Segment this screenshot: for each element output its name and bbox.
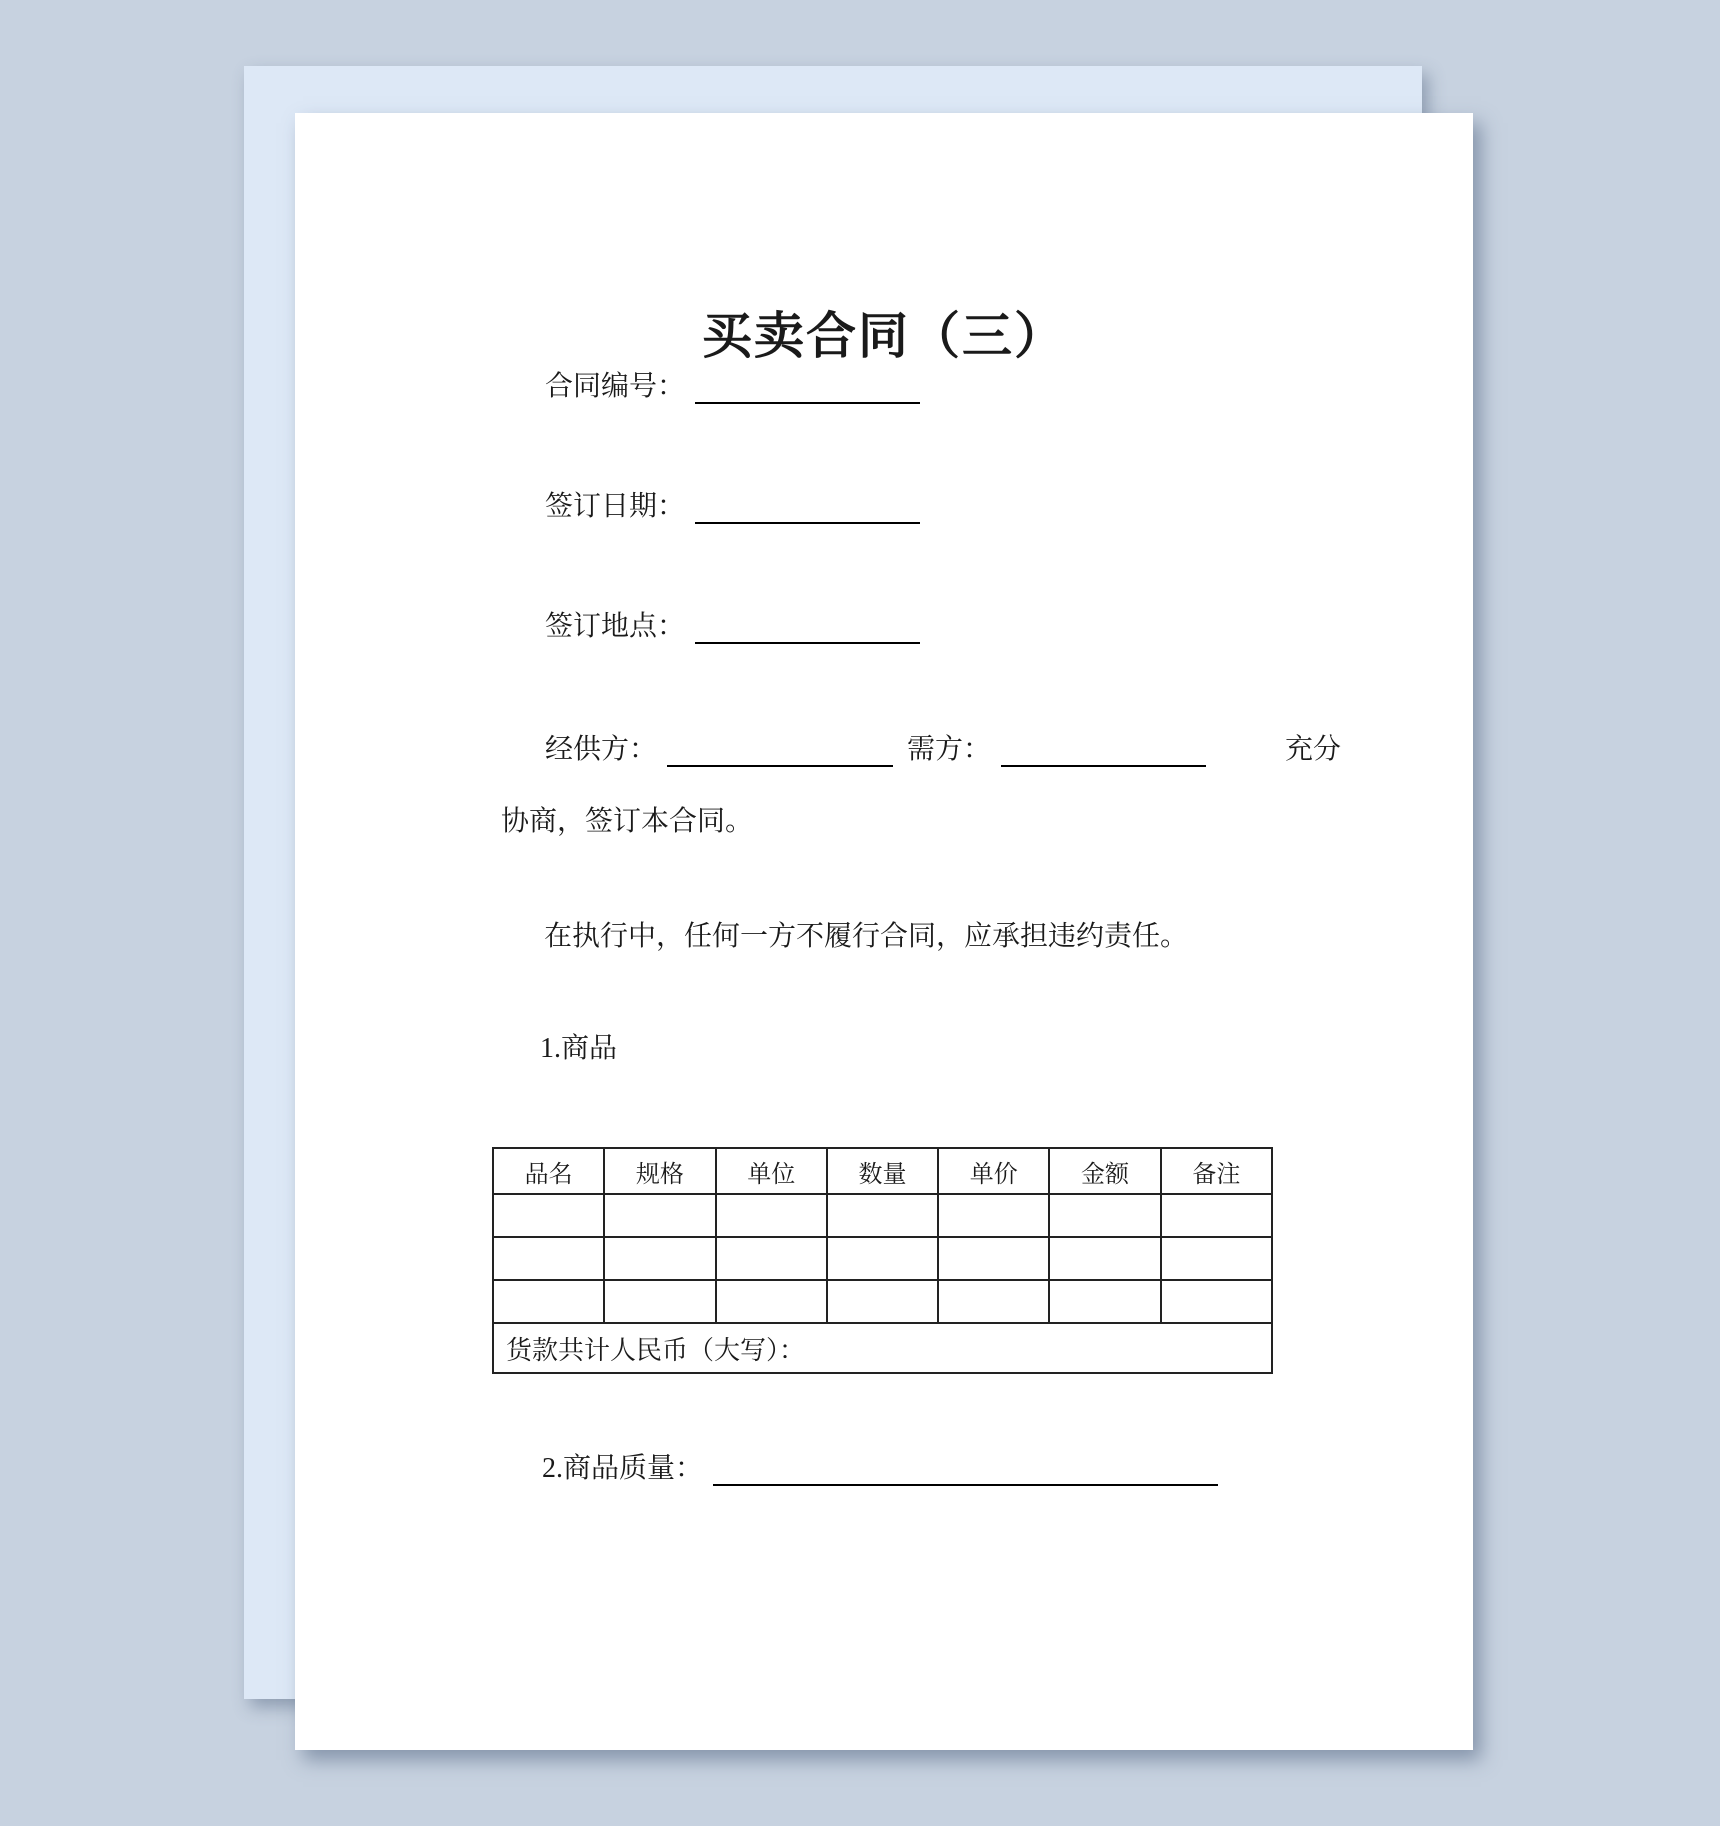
sign-date-label: 签订日期：	[545, 491, 686, 522]
section2-row	[295, 1452, 1473, 1486]
empty-cell[interactable]	[604, 1194, 715, 1237]
empty-cell[interactable]	[493, 1237, 604, 1280]
empty-cell[interactable]	[716, 1280, 827, 1323]
col-header-name: 品名	[493, 1148, 604, 1194]
sign-place-label: 签订地点：	[545, 611, 686, 642]
goods-table-body	[493, 1194, 1272, 1373]
sign-place-blank[interactable]	[695, 612, 920, 644]
col-header-quantity: 数量	[827, 1148, 938, 1194]
sign-place-row	[295, 610, 1473, 644]
goods-table-header	[493, 1148, 1272, 1194]
empty-cell[interactable]	[1049, 1194, 1160, 1237]
empty-cell[interactable]	[938, 1237, 1049, 1280]
empty-cell[interactable]	[827, 1280, 938, 1323]
empty-cell[interactable]	[827, 1194, 938, 1237]
buyer-blank[interactable]	[1001, 735, 1206, 767]
empty-cell[interactable]	[1161, 1237, 1272, 1280]
col-header-amount: 金额	[1049, 1148, 1160, 1194]
supplier-group	[545, 733, 893, 767]
empty-cell[interactable]	[1161, 1280, 1272, 1323]
empty-cell[interactable]	[1049, 1237, 1160, 1280]
parties-continuation-text: 协商，签订本合同。	[501, 806, 754, 837]
empty-cell[interactable]	[1161, 1194, 1272, 1237]
empty-cell[interactable]	[493, 1280, 604, 1323]
parties-suffix-text: 充分	[1285, 734, 1342, 765]
empty-cell[interactable]	[604, 1280, 715, 1323]
table-row	[493, 1194, 1272, 1237]
parties-continuation-row	[295, 805, 1473, 839]
contract-document-page	[295, 113, 1473, 1750]
sign-date-blank[interactable]	[695, 492, 920, 524]
parties-row	[295, 733, 1473, 769]
empty-cell[interactable]	[604, 1237, 715, 1280]
empty-cell[interactable]	[827, 1237, 938, 1280]
empty-cell[interactable]	[493, 1194, 604, 1237]
table-row	[493, 1237, 1272, 1280]
supplier-label: 经供方：	[545, 734, 658, 765]
section2-label: 2.商品质量：	[542, 1453, 704, 1484]
breach-clause-row	[295, 920, 1473, 954]
section2-blank[interactable]	[713, 1454, 1218, 1486]
breach-clause-text: 在执行中，任何一方不履行合同，应承担违约责任。	[544, 921, 1189, 952]
contract-number-blank[interactable]	[695, 372, 920, 404]
empty-cell[interactable]	[716, 1194, 827, 1237]
document-title: 买卖合同（三）	[702, 308, 1066, 364]
empty-cell[interactable]	[938, 1280, 1049, 1323]
empty-cell[interactable]	[1049, 1280, 1160, 1323]
col-header-spec: 规格	[604, 1148, 715, 1194]
contract-number-row	[295, 370, 1473, 404]
col-header-unit-price: 单价	[938, 1148, 1049, 1194]
total-amount-label[interactable]: 货款共计人民币（大写）：	[493, 1323, 1272, 1373]
col-header-remarks: 备注	[1161, 1148, 1272, 1194]
contract-number-label: 合同编号：	[545, 371, 686, 402]
empty-cell[interactable]	[716, 1237, 827, 1280]
empty-cell[interactable]	[938, 1194, 1049, 1237]
table-row	[493, 1280, 1272, 1323]
goods-table	[492, 1147, 1273, 1374]
col-header-unit: 单位	[716, 1148, 827, 1194]
buyer-label: 需方：	[907, 734, 992, 765]
supplier-blank[interactable]	[667, 735, 893, 767]
buyer-group	[907, 733, 1206, 767]
section1-heading: 1.商品	[540, 1033, 618, 1064]
section1-heading-row	[295, 1032, 1473, 1066]
goods-table-header-row	[493, 1148, 1272, 1194]
sign-date-row	[295, 490, 1473, 524]
table-footer-row	[493, 1323, 1272, 1373]
